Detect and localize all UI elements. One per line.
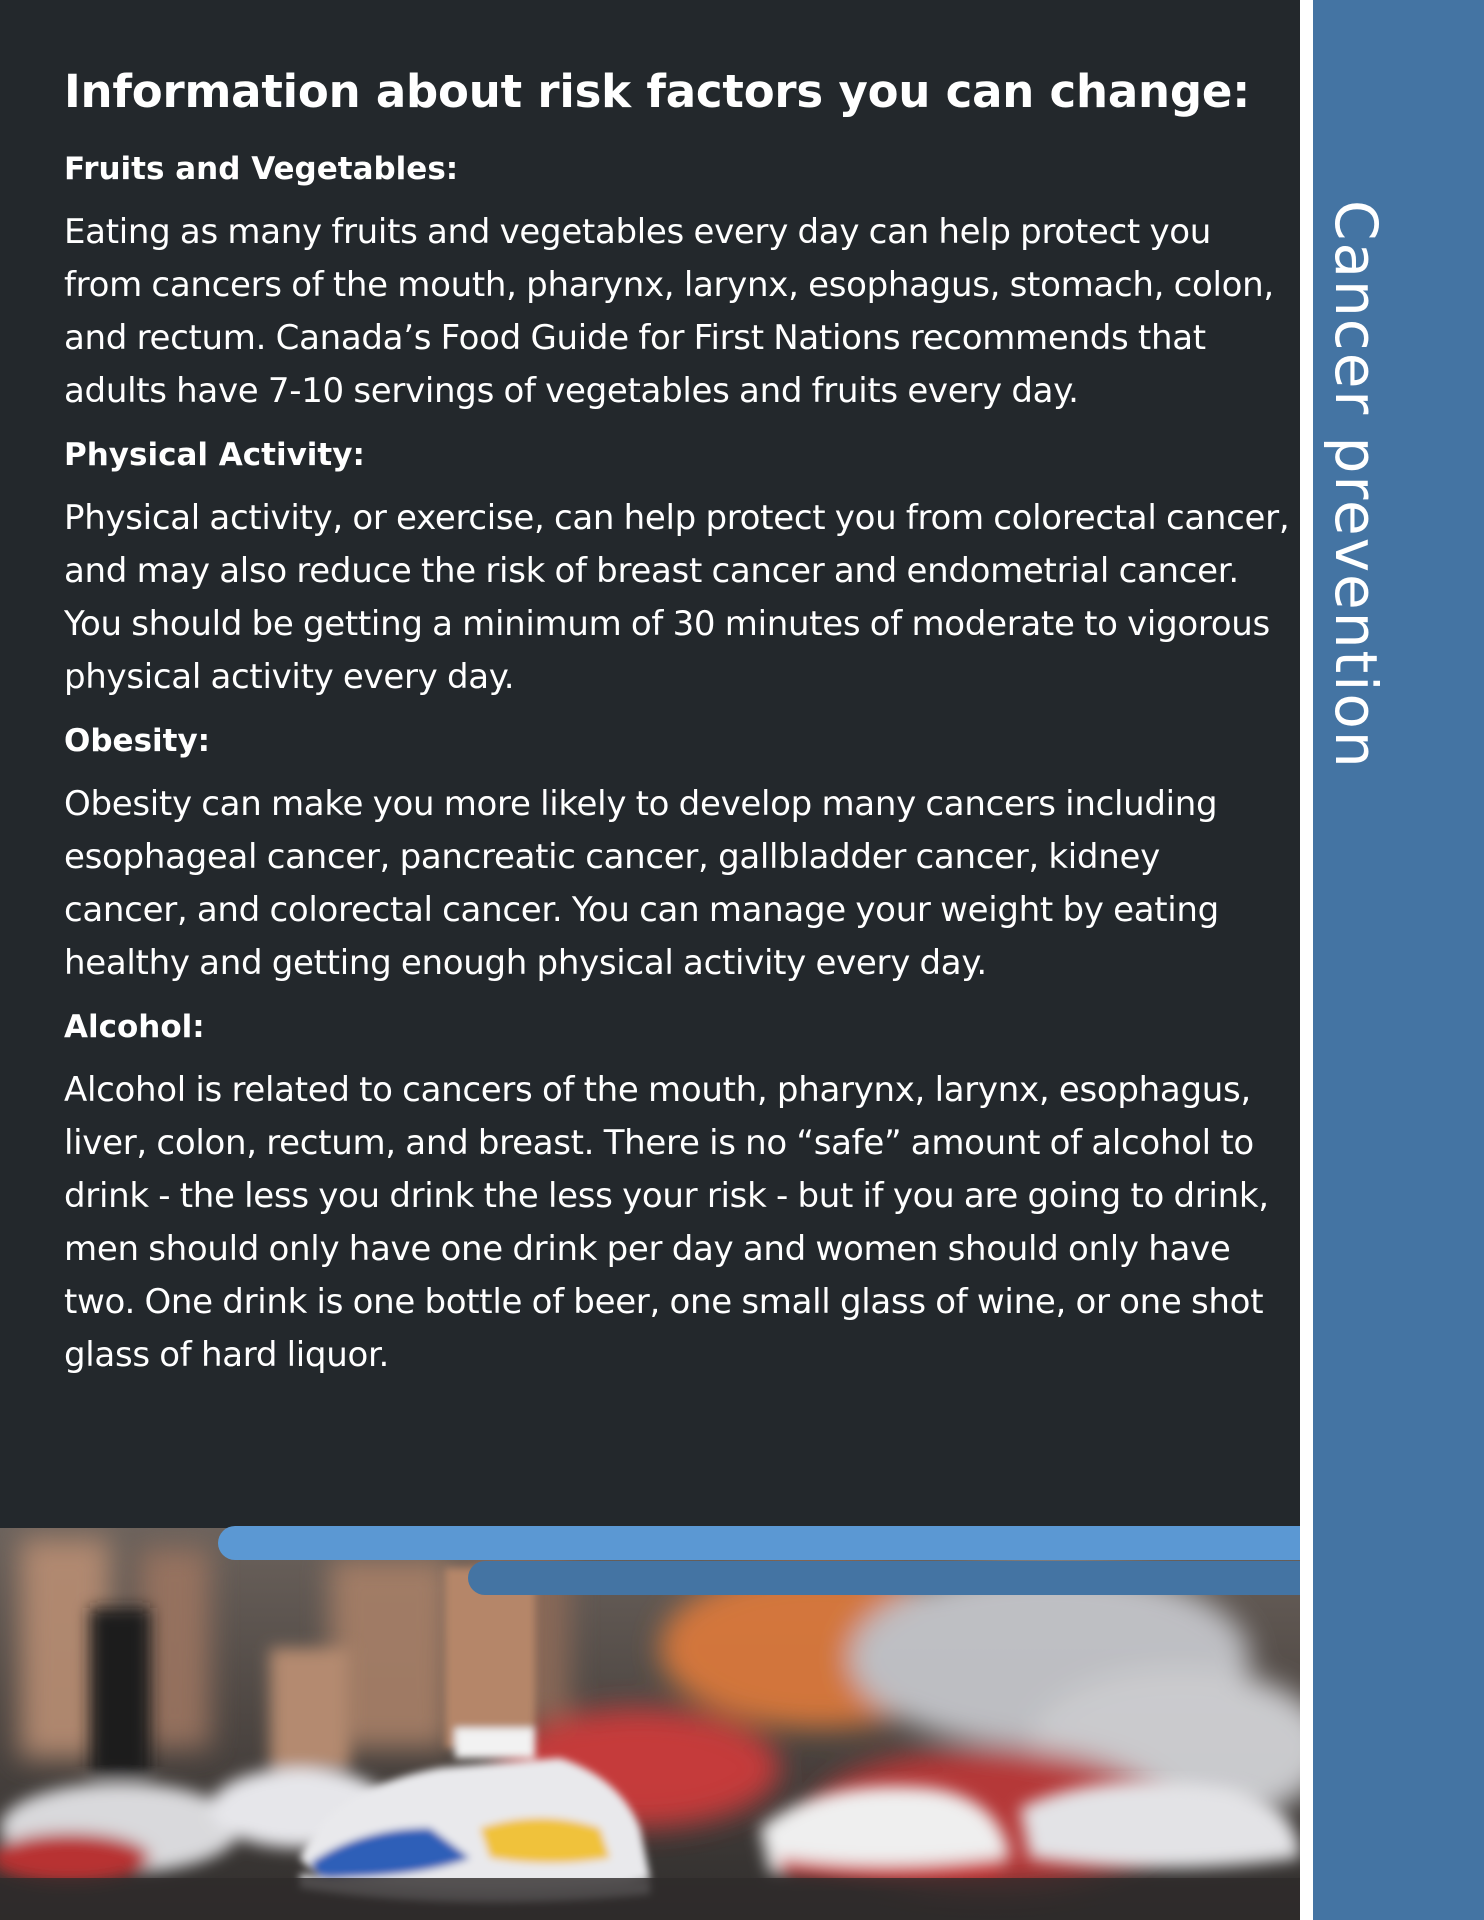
section-obesity [64,720,1292,990]
section-body: Physical activity, or exercise, can help protect you from colorectal cancer, and may also reduce the risk of breast cancer and endometrial cancer. You should be getting a minimum of 30 minutes of moderate to vigorous physical activity every day. [64,498,1290,697]
section-physical-activity [64,434,1292,704]
divider [1300,0,1313,1920]
section-heading: Physical Activity: [64,437,365,473]
section-heading: Fruits and Vegetables: [64,151,459,187]
section-body: Alcohol is related to cancers of the mouth, pharynx, larynx, esophagus, liver, colon, rectum, and breast. There is no “safe” amount of alcohol to drink - the less you drink the less your risk - but if you are going to drink, men should only have one drink per day and women should only have two. One drink is one bottle of beer, one small glass of wine, or one shot glass of hard liquor. [64,1070,1269,1375]
section-body: Eating as many fruits and vegetables every day can help protect you from cancers of the mouth, pharynx, larynx, esophagus, stomach, colon, and rectum. Canada’s Food Guide for First Nations recommends that adults have 7-10 servings of vegetables and fruits every day. [64,212,1274,411]
section-heading: Alcohol: [64,1009,205,1045]
accent-bar-light [218,1526,1300,1560]
page-title: Information about risk factors you can change: [64,65,1251,118]
accent-bar-dark [468,1561,1300,1595]
section-heading: Obesity: [64,723,211,759]
section-body: Obesity can make you more likely to develop many cancers including esophageal cancer, pancreatic cancer, gallbladder cancer, kidney cancer, and colorectal cancer. You can manage your weight by eating healthy and getting enough physical activity every day. [64,784,1219,983]
section-fruits-vegetables [64,148,1292,418]
content-column [64,58,1292,1398]
section-alcohol [64,1006,1292,1382]
side-title: Cancer prevention [1322,200,1390,770]
